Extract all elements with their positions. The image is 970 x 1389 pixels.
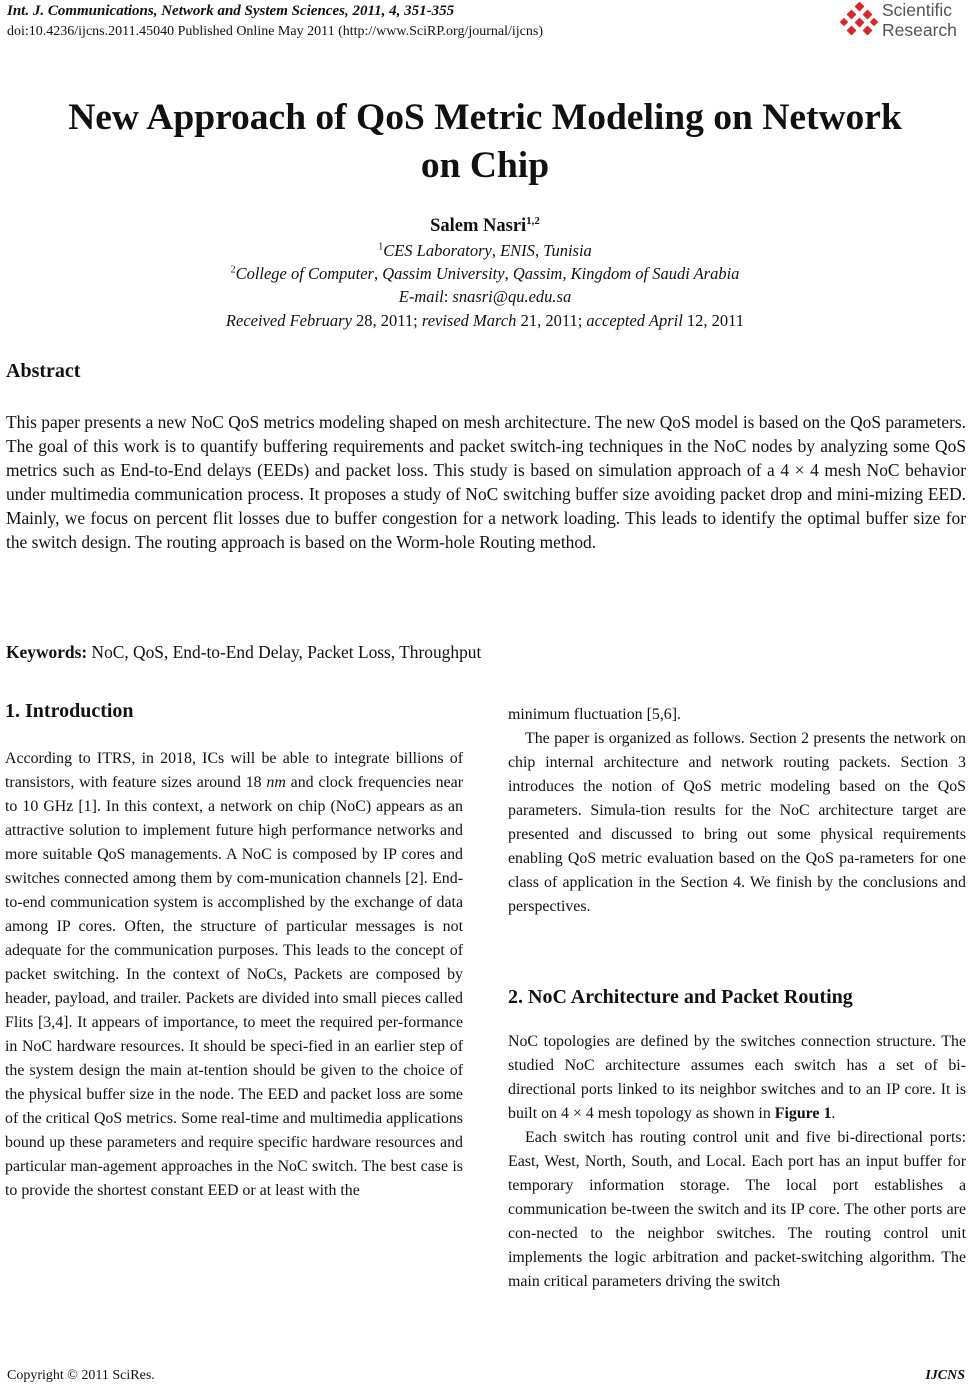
keywords-label: Keywords: bbox=[6, 642, 88, 662]
section-2-paragraph-2: Each switch has routing control unit and five bi-directional ports: East, West, North, South, and Local. Each port has an input buffer for temporary information storage. The local port establishes a communication be-tween the switch and its IP core. The other ports are con-nected to the neighbor switches. The routing control unit implements the logic arbitration and packet-switching algorithm. The main critical parameters driving the switch bbox=[508, 1129, 966, 1290]
intro-paragraph-1-continued: minimum fluctuation [5,6]. bbox=[508, 706, 682, 723]
logo-wordmark bbox=[882, 0, 957, 40]
copyright-notice: Copyright © 2011 SciRes. bbox=[7, 1368, 155, 1383]
publisher-logo bbox=[840, 0, 966, 44]
paper-title bbox=[0, 94, 970, 190]
affiliation-1: $^1$CES Laboratory, ENIS, Tunisia bbox=[378, 241, 592, 260]
affiliation-2: $^2$College of Computer, Qassim University, Qassim, Kingdom of Saudi Arabia bbox=[230, 264, 740, 283]
doi-line: doi:10.4236/ijcns.2011.45040 Published Online May 2011 (http://www.SciRP.org/journal/ijcns) bbox=[7, 24, 544, 39]
title-line-1: New Approach of QoS Metric Modeling on Network bbox=[68, 97, 902, 138]
email-address: snasri@qu.edu.sa bbox=[452, 287, 572, 306]
right-column bbox=[508, 703, 966, 1294]
journal-issue: , 2011, 4, 351-355 bbox=[344, 3, 455, 19]
author-affiliation-sup: 1,2 bbox=[526, 215, 540, 227]
section-1-heading: 1. Introduction bbox=[5, 700, 134, 722]
abstract-heading: Abstract bbox=[6, 360, 81, 382]
intro-paragraph-1: According to ITRS, in 2018, ICs will be able to integrate billions of transistors, with feature sizes around 18 nm and clock frequencies near to 10 GHz [1]. In this context, a network on chip (NoC) appears as an attractive solution to implement future high performance networks and more suitable QoS managements. A NoC is composed by IP cores and switches connected among them by com-munication channels [2]. End-to-end communication system is accomplished by the exchange of data among IP cores. Often, the structure of particular messages is not adequate for the communication purposes. This leads to the concept of packet switching. In the context of NoCs, Packets are composed by header, payload, and trailer. Packets are divided into small pieces called Flits [3,4]. It appears of importance, to meet the required per-formance in NoC hardware resources. It should be speci-fied in an earlier step of the system design the main at-tention should be given to the choice of the physical buffer size in the node. The EED and packet loss are some of the critical QoS metrics. Some real-time and multimedia applications bound up these parameters and require specific hardware resources and particular man-agement approaches in the NoC switch. The best case is to provide the shortest constant EED or at least with the bbox=[5, 750, 463, 1199]
scientific-research-logo-icon bbox=[840, 2, 880, 42]
left-column bbox=[5, 747, 463, 1203]
keywords-list: NoC, QoS, End-to-End Delay, Packet Loss, Throughput bbox=[87, 642, 482, 662]
journal-abbreviation: IJCNS bbox=[925, 1368, 965, 1383]
figure-1-reference: Figure 1 bbox=[774, 1105, 832, 1122]
keywords-line bbox=[6, 642, 966, 663]
intro-paragraph-2: The paper is organized as follows. Section 2 presents the network on chip internal architecture and network routing packets. Section 3 introduces the notion of QoS metric modeling based on the QoS parameters. Simula-tion results for the NoC architecture target are presented and discussed to bring out some physical requirements enabling QoS metric evaluation based on the QoS pa-rameters for one class of application in the Section 4. We finish by the conclusions and perspectives. bbox=[508, 730, 966, 915]
section-2-heading: 2. NoC Architecture and Packet Routing bbox=[508, 986, 853, 1008]
journal-name: Int. J. Communications, Network and System Sciences bbox=[7, 3, 345, 19]
logo-line-1: Scientific bbox=[882, 0, 953, 20]
author-name: Salem Nasri bbox=[430, 216, 527, 237]
abstract-text: This paper presents a new NoC QoS metrics modeling shaped on mesh architecture. The new QoS model is based on the QoS parameters. The goal of this work is to quantify buffering requirements and packet switch-ing techniques in the NoC nodes by analyzing some QoS metrics such as End-to-End delays (EEDs) and packet loss. This study is based on simulation approach of a 4 × 4 mesh NoC behavior under multimedia communication process. It proposes a study of NoC switching buffer size avoiding packet drop and mini-mizing EED. Mainly, we focus on percent flit losses due to buffer congestion for a network loading. This leads to identify the optimal buffer size for the switch design. The routing approach is based on the Worm-hole Routing method. bbox=[6, 412, 966, 552]
author-line bbox=[0, 215, 970, 237]
logo-line-2: Research bbox=[882, 20, 957, 40]
title-line-2: on Chip bbox=[420, 145, 550, 186]
received-dates: Received February 28, 2011; revised March 21, 2011; accepted April 12, 2011 bbox=[225, 311, 745, 330]
journal-citation bbox=[7, 3, 454, 20]
section-2-paragraph-1: NoC topologies are defined by the switches connection structure. The studied NoC architecture assumes each switch has a set of bi-directional ports linked to its neighbor switches and to an IP core. It is built on 4 × 4 mesh topology as shown in Figure 1. bbox=[508, 1033, 966, 1122]
author-email: E-mail: snasri@qu.edu.sa bbox=[398, 287, 572, 306]
